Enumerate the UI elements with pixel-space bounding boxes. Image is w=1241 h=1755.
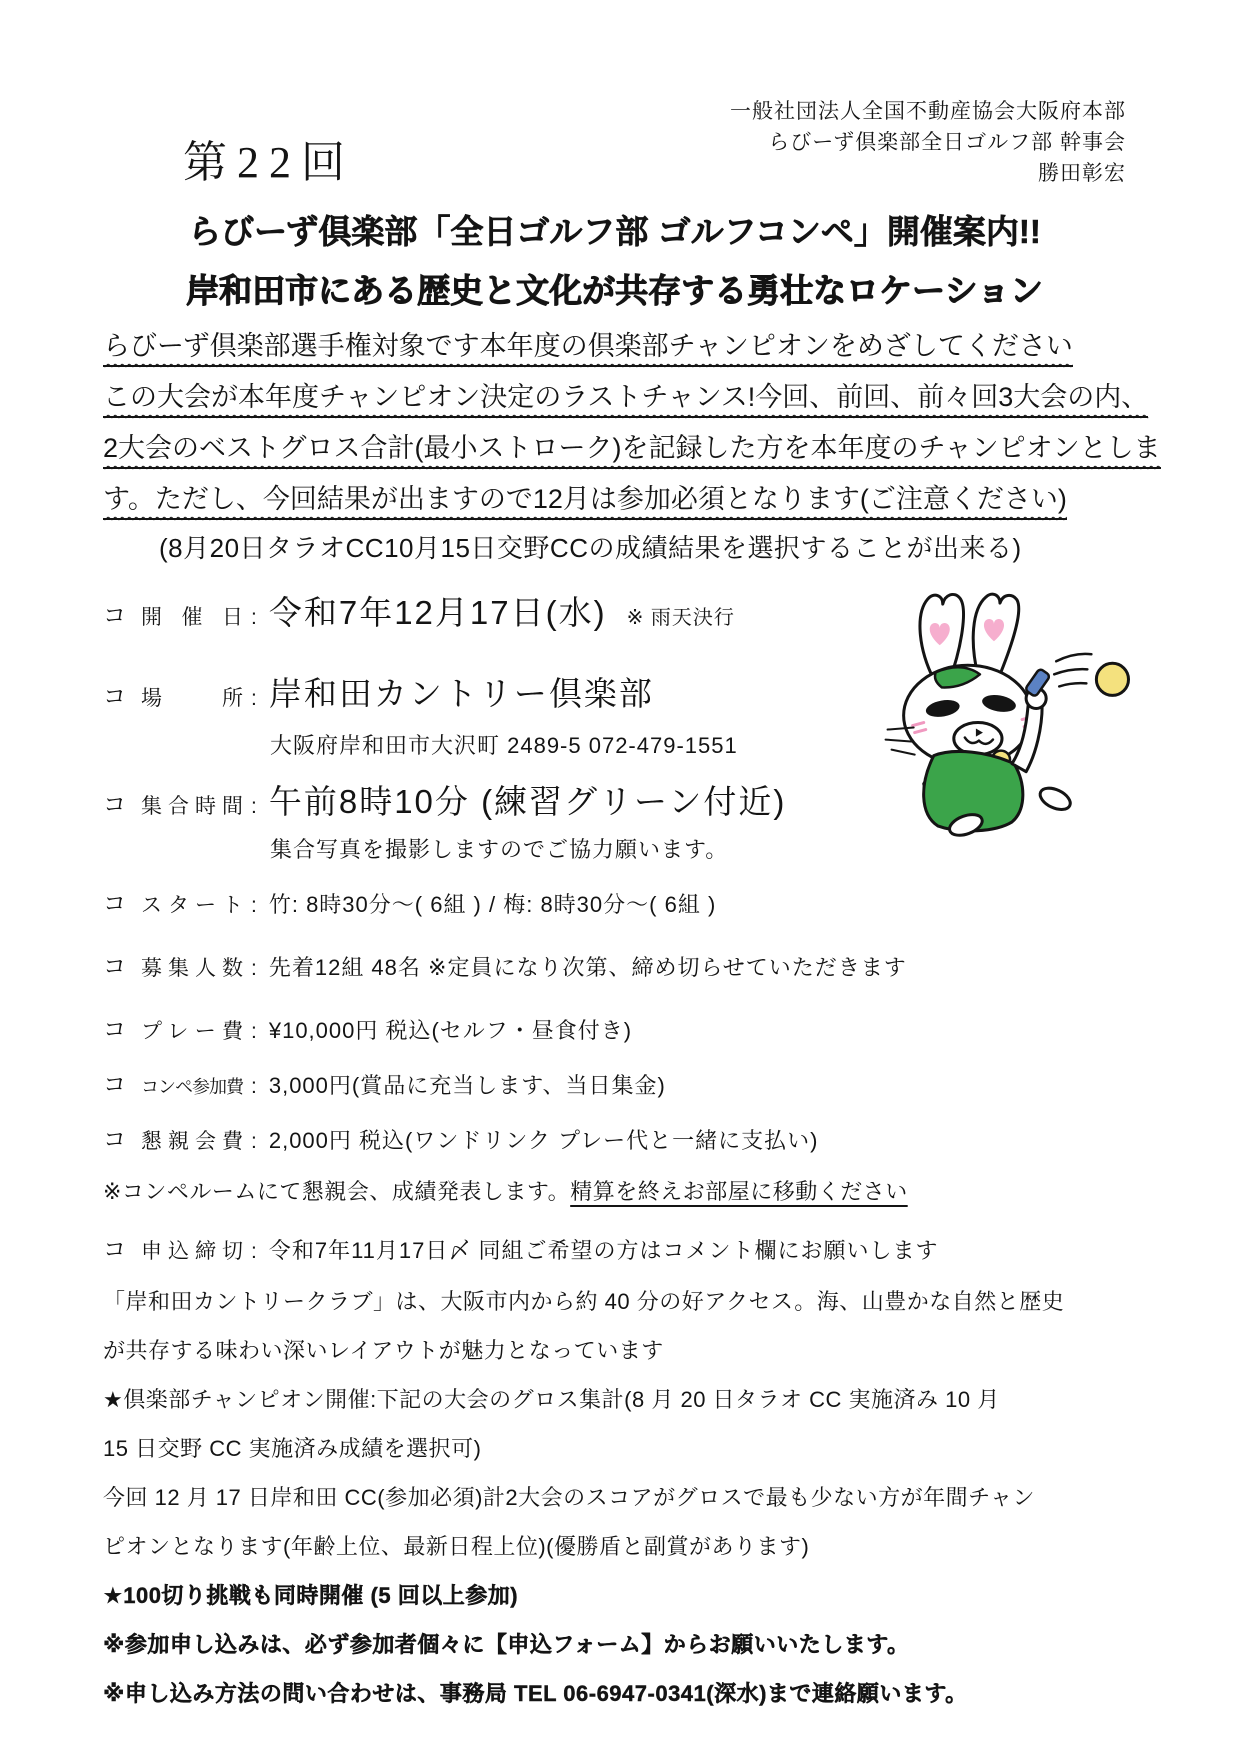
- bullet-icon: コ: [103, 683, 126, 709]
- item-label: 集合時間: [141, 795, 243, 818]
- item-colon: :: [251, 894, 257, 917]
- item-value: 3,000円(賞品に充当します、当日集金): [268, 1073, 666, 1098]
- champion-line: 15 日交野 CC 実施済み成績を選択可): [103, 1436, 482, 1461]
- detail-row-start: [103, 886, 1126, 919]
- detail-row-capacity: [103, 949, 1126, 982]
- item-label: プレー費: [141, 1020, 243, 1043]
- rule-line: 今回 12 月 17 日岸和田 CC(参加必須)計2大会のスコアがグロスで最も少ない方が年間チャン: [103, 1485, 1036, 1510]
- item-value: 竹: 8時30分〜( 6組 ) / 梅: 8時30分〜( 6組 ): [268, 892, 717, 917]
- access-line: が共存する味わい深いレイアウトが魅力となっています: [103, 1338, 664, 1363]
- challenge-line: ★100切り挑戦も同時開催 (5 回以上参加): [103, 1583, 519, 1608]
- bullet-icon: コ: [103, 602, 126, 628]
- item-value: 岸和田カントリー倶楽部: [268, 675, 654, 712]
- item-label: 募集人数: [141, 957, 243, 980]
- detail-items: [103, 587, 1126, 1265]
- item-colon: :: [251, 687, 257, 710]
- item-label: スタート: [141, 894, 243, 917]
- organizer-line: 勝田彰宏: [1038, 162, 1126, 185]
- bullet-icon: コ: [103, 791, 126, 817]
- detail-row-deadline: [103, 1232, 1126, 1265]
- item-value: 2,000円 税込(ワンドリンク プレー代と一緒に支払い): [268, 1128, 819, 1153]
- detail-row-meeting-time: [103, 776, 1126, 823]
- rain-note: ※ 雨天決行: [626, 607, 735, 629]
- intro-line: す。ただし、今回結果が出ますので12月は参加必須となります(ご注意ください): [103, 477, 1067, 520]
- closing-paragraphs: [103, 1277, 1126, 1718]
- item-colon: :: [251, 1130, 257, 1153]
- contact-note-line: ※申し込み方法の問い合わせは、事務局 TEL 06-6947-0341(深水)まで連絡願います。: [103, 1681, 968, 1706]
- bullet-icon: コ: [103, 1016, 126, 1042]
- item-label: 申込締切: [141, 1240, 243, 1263]
- title-main: らびーず倶楽部「全日ゴルフ部 ゴルフコンペ」開催案内!!: [188, 213, 1041, 250]
- rule-line: ピオンとなります(年齢上位、最新日程上位)(優勝盾と副賞があります): [103, 1534, 810, 1559]
- item-colon: :: [251, 1075, 257, 1098]
- organizer-line: 一般社団法人全国不動産協会大阪府本部: [730, 100, 1126, 123]
- bullet-icon: コ: [103, 1126, 126, 1152]
- item-label: 懇親会費: [141, 1130, 243, 1153]
- item-colon: :: [251, 957, 257, 980]
- access-line: 「岸和田カントリークラブ」は、大阪市内から約 40 分の好アクセス。海、山豊かな自然と歴史: [103, 1289, 1065, 1314]
- document-header: [103, 0, 1126, 190]
- champion-line: ★倶楽部チャンピオン開催:下記の大会のグロス集計(8 月 20 日タラオ CC 実施済み 10 月: [103, 1387, 1000, 1412]
- item-value: 午前8時10分 (練習グリーン付近): [268, 783, 787, 820]
- item-colon: :: [251, 1020, 257, 1043]
- party-note-text: ※コンペルームにて懇親会、成績発表します。: [103, 1179, 571, 1204]
- party-note: [103, 1175, 1126, 1206]
- bullet-icon: コ: [103, 1071, 126, 1097]
- detail-row-date: [103, 587, 1126, 634]
- bullet-icon: コ: [103, 890, 126, 916]
- organizer-line: らびーず倶楽部全日ゴルフ部 幹事会: [768, 131, 1126, 154]
- item-colon: :: [251, 795, 257, 818]
- item-value: 令和7年12月17日(水): [268, 594, 607, 631]
- intro-line: らびーず倶楽部選手権対象です本年度の倶楽部チャンピオンをめざしてください: [103, 324, 1073, 367]
- intro-line: この大会が本年度チャンピオン決定のラストチャンス!今回、前回、前々回3大会の内、: [103, 375, 1148, 418]
- detail-row-entry-fee: [103, 1067, 1126, 1100]
- detail-row-play-fee: [103, 1012, 1126, 1045]
- bullet-icon: コ: [103, 953, 126, 979]
- party-note-underlined: 精算を終えお部屋に移動ください: [570, 1179, 908, 1204]
- item-value: ¥10,000円 税込(セルフ・昼食付き): [268, 1018, 633, 1043]
- item-value: 先着12組 48名 ※定員になり次第、締め切らせていただきます: [268, 955, 907, 980]
- item-label: 場所: [141, 687, 243, 710]
- item-colon: :: [251, 606, 257, 629]
- organizer-block: [730, 96, 1126, 189]
- item-colon: :: [251, 1240, 257, 1263]
- item-label: 開催日: [141, 606, 243, 629]
- document-content: [103, 0, 1161, 1718]
- round-number: 第22回: [183, 138, 355, 187]
- score-selection-note: (8月20日タラオCC10月15日交野CCの成績結果を選択することが出来る): [159, 533, 1022, 563]
- detail-row-place: [103, 668, 1126, 715]
- item-value: 令和7年11月17日〆 同組ご希望の方はコメント欄にお願いします: [268, 1238, 939, 1263]
- title-sub: 岸和田市にある歴史と文化が共存する勇壮なロケーション: [186, 272, 1043, 309]
- item-label: コンペ参加費: [141, 1077, 243, 1097]
- intro-line: 2大会のベストグロス合計(最小ストローク)を記録した方を本年度のチャンピオンとしま: [103, 426, 1161, 469]
- place-address: 大阪府岸和田市大沢町 2489-5 072-479-1551: [270, 733, 738, 758]
- detail-row-party-fee: [103, 1122, 1126, 1155]
- photo-note: 集合写真を撮影しますのでご協力願います。: [270, 837, 729, 862]
- apply-note-line: ※参加申し込みは、必ず参加者個々に【申込フォーム】からお願いいたします。: [103, 1632, 910, 1657]
- intro-paragraph: [103, 324, 1161, 520]
- bullet-icon: コ: [103, 1236, 126, 1262]
